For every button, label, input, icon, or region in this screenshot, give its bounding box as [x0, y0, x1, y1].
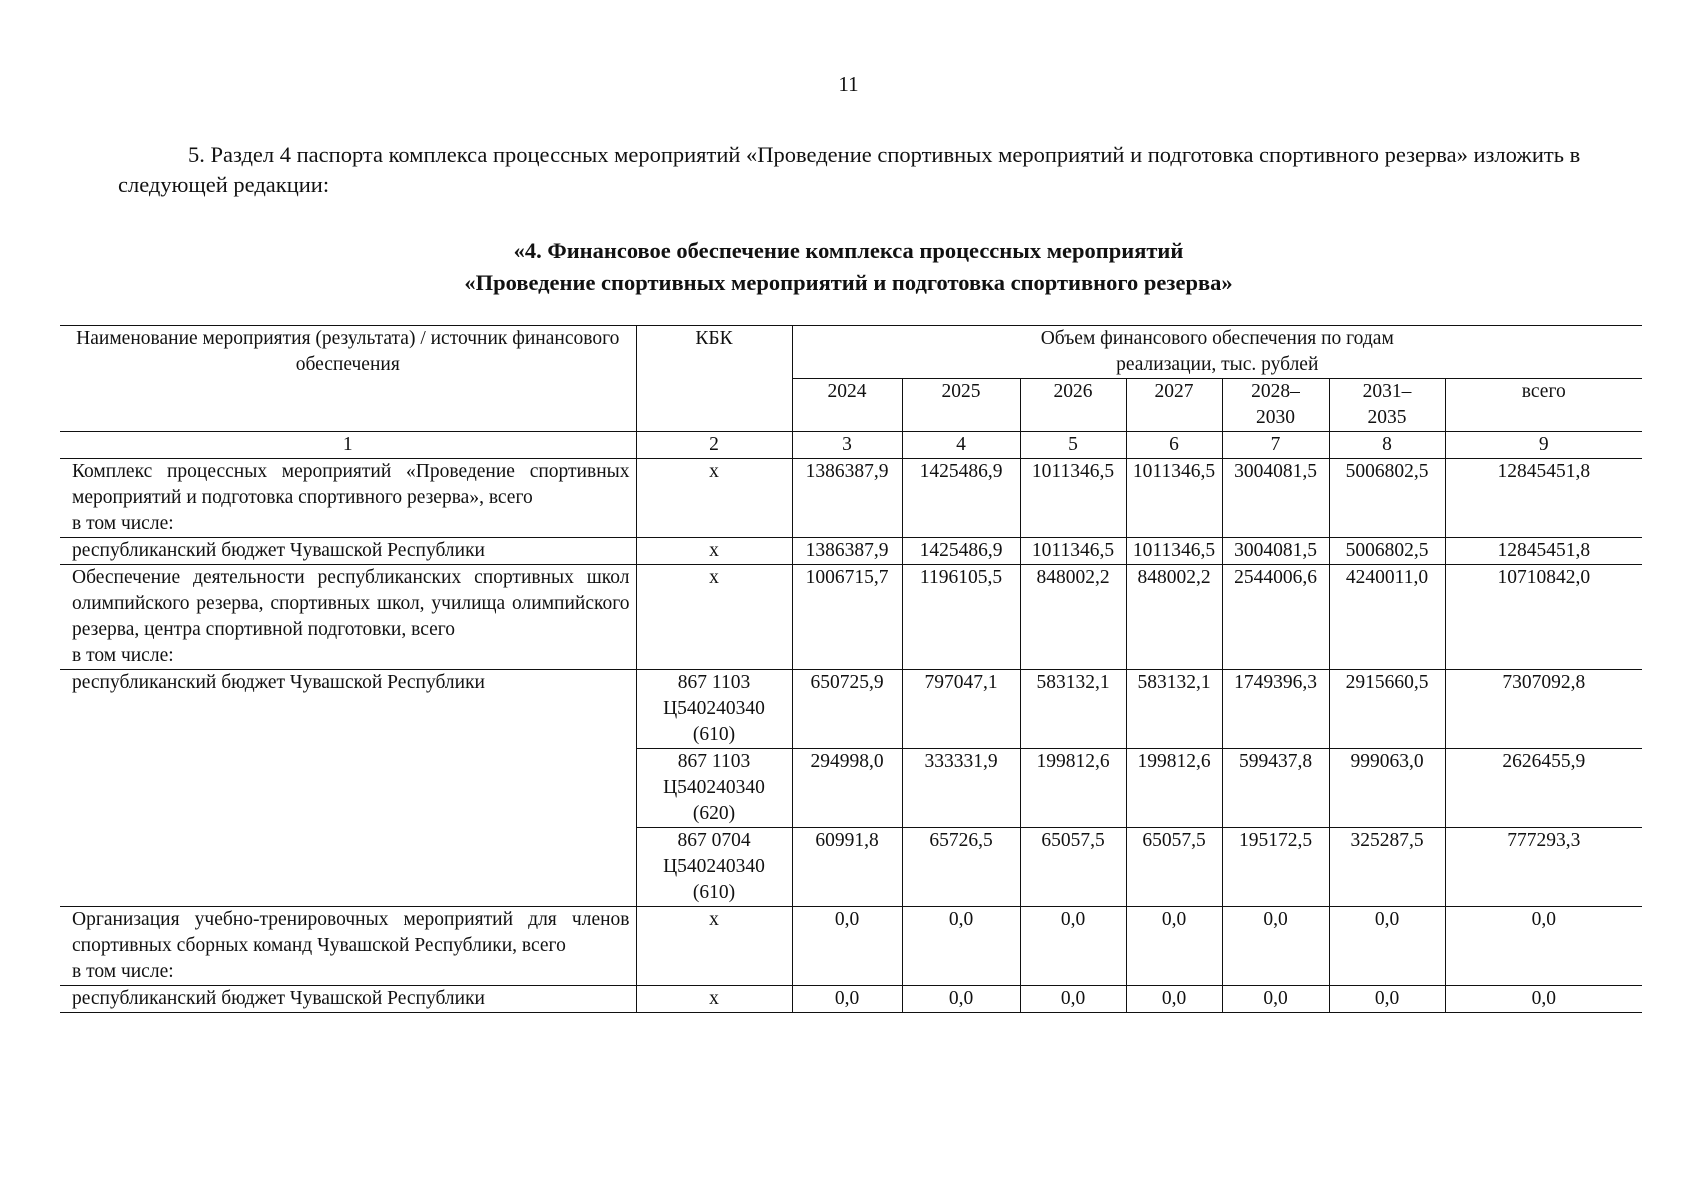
row-value: 0,0 [792, 907, 902, 986]
row-name: Обеспечение деятельности республиканских спортивных школ олимпийского резерва, спортивных школ, училища олимпийского резерва, центра спортивной подготовки, всего в том числе: [60, 565, 636, 670]
row-name: республиканский бюджет Чувашской Республики [60, 670, 636, 907]
row-value: 1386387,9 [792, 459, 902, 538]
column-number: 2 [636, 432, 792, 459]
header-name: Наименование мероприятия (результата) / источник финансового обеспечения [60, 326, 636, 432]
header-year-2026: 2026 [1020, 379, 1126, 432]
row-value: 1011346,5 [1020, 538, 1126, 565]
row-value: 848002,2 [1020, 565, 1126, 670]
row-value: 1011346,5 [1126, 459, 1222, 538]
column-number: 9 [1445, 432, 1642, 459]
row-kbk: x [636, 565, 792, 670]
row-value: 65057,5 [1126, 828, 1222, 907]
row-value: 848002,2 [1126, 565, 1222, 670]
page-number: 11 [838, 72, 859, 96]
header-year-2025: 2025 [902, 379, 1020, 432]
row-kbk: x [636, 986, 792, 1013]
header-total: всего [1445, 379, 1642, 432]
row-value: 1011346,5 [1126, 538, 1222, 565]
row-kbk: 867 0704 Ц540240340 (610) [636, 828, 792, 907]
section-heading [0, 235, 1697, 299]
row-value: 797047,1 [902, 670, 1020, 749]
row-value: 1749396,3 [1222, 670, 1329, 749]
row-value: 0,0 [1445, 907, 1642, 986]
column-number: 4 [902, 432, 1020, 459]
row-value: 0,0 [902, 986, 1020, 1013]
row-value: 999063,0 [1329, 749, 1445, 828]
table-row [60, 538, 1642, 565]
row-value: 2544006,6 [1222, 565, 1329, 670]
header-year-2027: 2027 [1126, 379, 1222, 432]
row-value: 2626455,9 [1445, 749, 1642, 828]
row-value: 333331,9 [902, 749, 1020, 828]
row-value: 1011346,5 [1020, 459, 1126, 538]
table-row [60, 907, 1642, 986]
header-row-top [60, 326, 1642, 379]
intro-paragraph: 5. Раздел 4 паспорта комплекса процессных мероприятий «Проведение спортивных мероприятий и подготовка спортивного резерва» изложить в следующей редакции: [118, 142, 1581, 197]
column-number: 3 [792, 432, 902, 459]
row-kbk: 867 1103 Ц540240340 (620) [636, 749, 792, 828]
row-value: 0,0 [1126, 986, 1222, 1013]
row-value: 1386387,9 [792, 538, 902, 565]
row-value: 199812,6 [1126, 749, 1222, 828]
row-value: 2915660,5 [1329, 670, 1445, 749]
row-value: 195172,5 [1222, 828, 1329, 907]
row-value: 1425486,9 [902, 538, 1020, 565]
row-value: 0,0 [902, 907, 1020, 986]
row-value: 583132,1 [1126, 670, 1222, 749]
row-value: 0,0 [1445, 986, 1642, 1013]
row-value: 325287,5 [1329, 828, 1445, 907]
row-value: 0,0 [1222, 907, 1329, 986]
row-value: 599437,8 [1222, 749, 1329, 828]
row-value: 65726,5 [902, 828, 1020, 907]
row-value: 12845451,8 [1445, 459, 1642, 538]
row-value: 4240011,0 [1329, 565, 1445, 670]
column-number: 5 [1020, 432, 1126, 459]
table-row [60, 986, 1642, 1013]
row-name: Организация учебно-тренировочных мероприятий для членов спортивных сборных команд Чувашской Республики, всего в том числе: [60, 907, 636, 986]
row-kbk: x [636, 459, 792, 538]
row-value: 0,0 [1020, 986, 1126, 1013]
row-value: 5006802,5 [1329, 538, 1445, 565]
column-number: 8 [1329, 432, 1445, 459]
row-kbk: x [636, 907, 792, 986]
row-value: 0,0 [1020, 907, 1126, 986]
header-year-2024: 2024 [792, 379, 902, 432]
row-value: 583132,1 [1020, 670, 1126, 749]
table-row [60, 670, 1642, 749]
table-row [60, 459, 1642, 538]
header-volume: Объем финансового обеспечения по годам реализации, тыс. рублей [792, 326, 1642, 379]
row-name: Комплекс процессных мероприятий «Проведение спортивных мероприятий и подготовка спортивного резерва», всего в том числе: [60, 459, 636, 538]
row-value: 777293,3 [1445, 828, 1642, 907]
row-value: 0,0 [1329, 986, 1445, 1013]
row-value: 3004081,5 [1222, 538, 1329, 565]
row-value: 5006802,5 [1329, 459, 1445, 538]
row-value: 0,0 [792, 986, 902, 1013]
row-value: 7307092,8 [1445, 670, 1642, 749]
row-name: республиканский бюджет Чувашской Республики [60, 538, 636, 565]
row-name: республиканский бюджет Чувашской Республики [60, 986, 636, 1013]
header-kbk: КБК [636, 326, 792, 432]
row-kbk: 867 1103 Ц540240340 (610) [636, 670, 792, 749]
row-value: 294998,0 [792, 749, 902, 828]
column-numbers-row [60, 432, 1642, 459]
column-number: 7 [1222, 432, 1329, 459]
header-year-2028-2030: 2028– 2030 [1222, 379, 1329, 432]
row-value: 60991,8 [792, 828, 902, 907]
row-value: 650725,9 [792, 670, 902, 749]
row-kbk: x [636, 538, 792, 565]
row-value: 1006715,7 [792, 565, 902, 670]
row-value: 65057,5 [1020, 828, 1126, 907]
row-value: 1425486,9 [902, 459, 1020, 538]
financing-table [60, 325, 1642, 1013]
row-value: 3004081,5 [1222, 459, 1329, 538]
header-year-2031-2035: 2031– 2035 [1329, 379, 1445, 432]
row-value: 0,0 [1329, 907, 1445, 986]
row-value: 0,0 [1126, 907, 1222, 986]
column-number: 6 [1126, 432, 1222, 459]
heading-line-1: «4. Финансовое обеспечение комплекса процессных мероприятий [513, 238, 1184, 263]
heading-line-2: «Проведение спортивных мероприятий и подготовка спортивного резерва» [464, 270, 1233, 295]
column-number: 1 [60, 432, 636, 459]
table-row [60, 565, 1642, 670]
row-value: 12845451,8 [1445, 538, 1642, 565]
row-value: 1196105,5 [902, 565, 1020, 670]
row-value: 10710842,0 [1445, 565, 1642, 670]
row-value: 199812,6 [1020, 749, 1126, 828]
row-value: 0,0 [1222, 986, 1329, 1013]
